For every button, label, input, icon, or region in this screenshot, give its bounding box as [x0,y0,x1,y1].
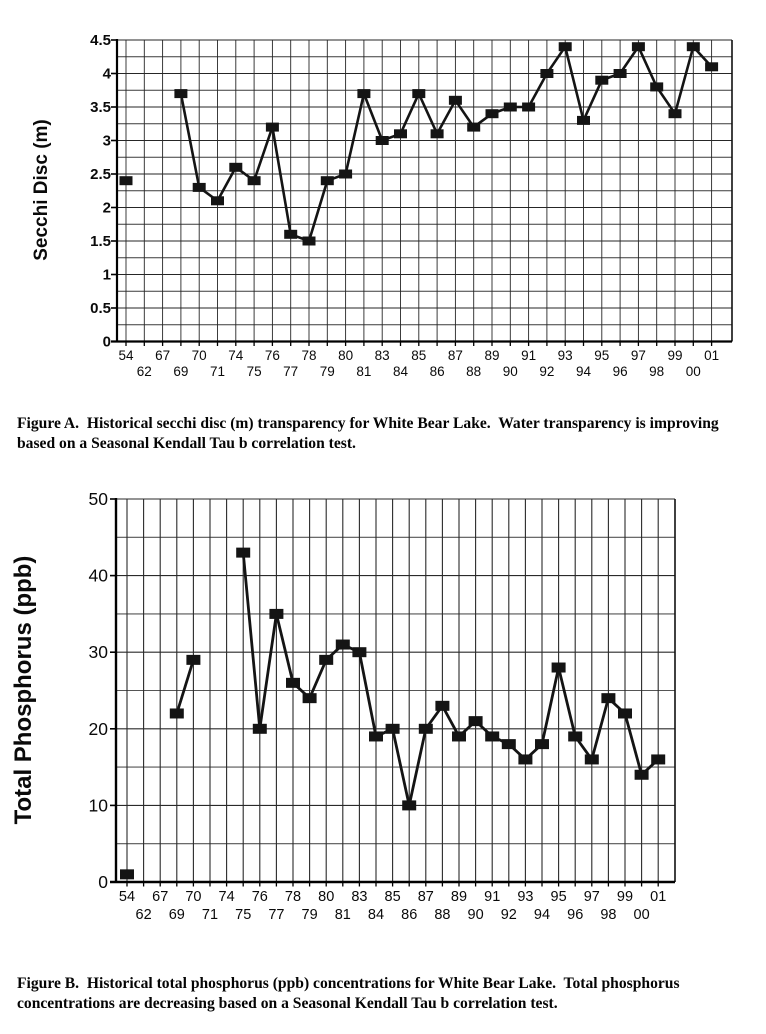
data-point-marker [522,103,535,112]
data-point-marker [618,708,632,718]
data-point-marker [568,731,582,741]
x-tick-label: 71 [201,907,219,923]
y-tick-label: 4 [102,65,111,83]
y-tick-label: 3.5 [90,99,111,117]
x-tick-label: 95 [594,348,610,363]
data-point-marker [614,69,627,78]
data-point-marker [193,183,206,192]
figure-b-chart [0,455,766,945]
data-point-marker [435,701,449,711]
data-point-marker [394,129,407,138]
x-tick-label: 87 [417,889,434,905]
y-tick-label: 0 [98,871,108,892]
x-tick-label: 76 [251,889,268,905]
x-tick-label: 78 [301,348,317,363]
figure-a-caption-line1: Figure A. Historical secchi disc (m) transparency for White Bear Lake. Water transparency is improving [17,415,719,432]
figure-a-caption [17,414,759,454]
x-tick-label: 88 [434,907,451,923]
x-tick-label: 77 [268,907,285,923]
data-point-marker [419,724,433,734]
figure-b-caption [17,974,759,1014]
x-tick-label: 88 [466,364,482,379]
data-point-marker [486,109,499,118]
y-axis-title: Total Phosphorus (ppb) [10,555,37,825]
x-tick-label: 74 [218,889,235,905]
y-tick-label: 30 [88,642,108,663]
data-point-marker [687,42,700,51]
x-tick-label: 99 [616,889,634,905]
x-tick-label: 69 [173,364,189,379]
data-point-marker [452,731,466,741]
x-tick-label: 01 [704,348,720,363]
x-tick-label: 81 [356,364,372,379]
x-tick-label: 62 [136,364,152,379]
series-line [177,660,194,714]
x-tick-label: 97 [583,889,600,905]
x-tick-label: 83 [351,889,368,905]
data-point-marker [518,754,532,764]
x-tick-label: 89 [450,889,468,905]
x-tick-label: 54 [118,889,136,905]
x-tick-label: 94 [533,907,551,923]
x-tick-label: 81 [334,907,351,923]
x-tick-label: 86 [429,364,445,379]
data-point-marker [336,640,350,650]
data-point-marker [595,76,608,85]
data-point-marker [669,109,682,118]
data-point-marker [635,770,649,780]
data-point-marker [469,716,483,726]
x-tick-label: 90 [502,364,518,379]
data-point-marker [502,739,516,749]
x-tick-label: 79 [319,364,335,379]
x-tick-label: 99 [667,348,683,363]
data-point-marker [211,196,224,205]
data-point-marker [120,869,134,879]
x-tick-label: 69 [168,907,185,923]
y-tick-label: 2 [102,199,111,217]
x-tick-label: 75 [246,364,262,379]
data-point-marker [236,548,250,558]
x-tick-label: 54 [118,348,134,363]
x-tick-label: 79 [301,907,318,923]
data-point-marker [174,89,187,98]
y-tick-label: 4.5 [90,32,111,50]
x-tick-label: 75 [235,907,252,923]
data-point-marker [376,136,389,145]
figure-b-caption-line1: Figure B. Historical total phosphorus (ppb) concentrations for White Bear Lake. Total phosphorus [17,975,680,992]
data-point-marker [585,754,599,764]
data-point-marker [431,129,444,138]
x-tick-label: 94 [575,364,592,379]
data-point-marker [339,170,352,179]
x-tick-label: 83 [374,348,390,363]
y-tick-label: 2.5 [90,166,111,184]
grid [116,499,675,882]
data-point-marker [651,754,665,764]
x-tick-label: 87 [447,348,463,363]
y-tick-label: 10 [88,795,108,816]
y-tick-label: 1.5 [90,233,111,251]
data-point-marker [120,176,133,185]
data-point-marker [253,724,267,734]
figure-a-chart [0,0,766,400]
x-tick-label: 00 [685,364,701,379]
x-tick-label: 93 [557,348,573,363]
y-tick-label: 0.5 [90,300,111,318]
data-point-marker [266,123,279,132]
data-point-marker [412,89,425,98]
data-point-marker [601,693,615,703]
data-point-marker [449,96,462,105]
x-tick-label: 76 [264,348,280,363]
data-point-marker [577,116,590,125]
data-point-marker [170,708,184,718]
data-point-marker [467,123,480,132]
x-tick-label: 91 [521,348,537,363]
x-tick-label: 78 [284,889,302,905]
data-point-marker [540,69,553,78]
data-point-marker [386,724,400,734]
x-tick-label: 84 [392,364,409,379]
series-line [181,47,712,241]
y-tick-label: 40 [88,565,108,586]
data-point-marker [504,103,517,112]
x-tick-label: 96 [612,364,628,379]
data-point-marker [402,800,416,810]
x-tick-label: 98 [649,364,665,379]
data-point-marker [552,663,566,673]
data-point-marker [632,42,645,51]
data-point-marker [321,176,334,185]
y-axis-title: Secchi Disc (m) [31,119,52,261]
figure-a-caption-line2: based on a Seasonal Kendall Tau b correlation test. [17,435,356,452]
x-tick-label: 98 [600,907,617,923]
x-tick-label: 67 [152,889,169,905]
x-tick-label: 71 [209,364,226,379]
x-tick-label: 95 [550,889,567,905]
data-point-marker [186,655,200,665]
x-tick-label: 92 [500,907,517,923]
data-point-marker [303,237,316,246]
data-point-marker [485,731,499,741]
data-point-marker [369,731,383,741]
x-tick-label: 92 [539,364,555,379]
data-point-marker [284,230,297,239]
data-point-marker [650,82,663,91]
x-tick-label: 86 [401,907,418,923]
x-tick-label: 67 [155,348,171,363]
x-tick-label: 85 [411,348,427,363]
x-tick-label: 85 [384,889,401,905]
data-point-marker [559,42,572,51]
x-tick-label: 00 [633,907,650,923]
data-point-marker [303,693,317,703]
x-tick-label: 91 [484,889,501,905]
x-tick-label: 96 [567,907,584,923]
data-point-marker [248,176,261,185]
x-tick-label: 84 [367,907,385,923]
x-tick-label: 89 [484,348,500,363]
data-point-marker [352,647,366,657]
x-tick-label: 70 [191,348,207,363]
figure-b-caption-line2: concentrations are decreasing based on a Seasonal Kendall Tau b correlation test. [17,995,558,1012]
y-tick-label: 50 [88,488,108,509]
x-tick-label: 62 [135,907,152,923]
axis-labels [31,32,719,379]
x-tick-label: 97 [630,348,646,363]
data-point-marker [286,678,300,688]
x-tick-label: 80 [318,889,335,905]
data-point-marker [705,62,718,71]
y-tick-label: 20 [88,718,108,739]
y-tick-label: 0 [102,333,111,351]
grid [117,40,732,342]
data-point-marker [269,609,283,619]
data-point-marker [357,89,370,98]
y-tick-label: 3 [102,132,111,150]
x-tick-label: 74 [228,348,244,363]
data-point-marker [535,739,549,749]
y-tick-label: 1 [102,266,111,284]
x-tick-label: 93 [517,889,534,905]
x-tick-label: 01 [650,889,667,905]
x-tick-label: 80 [338,348,354,363]
x-tick-label: 90 [467,907,484,923]
data-point-marker [319,655,333,665]
x-tick-label: 77 [283,364,299,379]
data-point-marker [229,163,242,172]
x-tick-label: 70 [185,889,202,905]
